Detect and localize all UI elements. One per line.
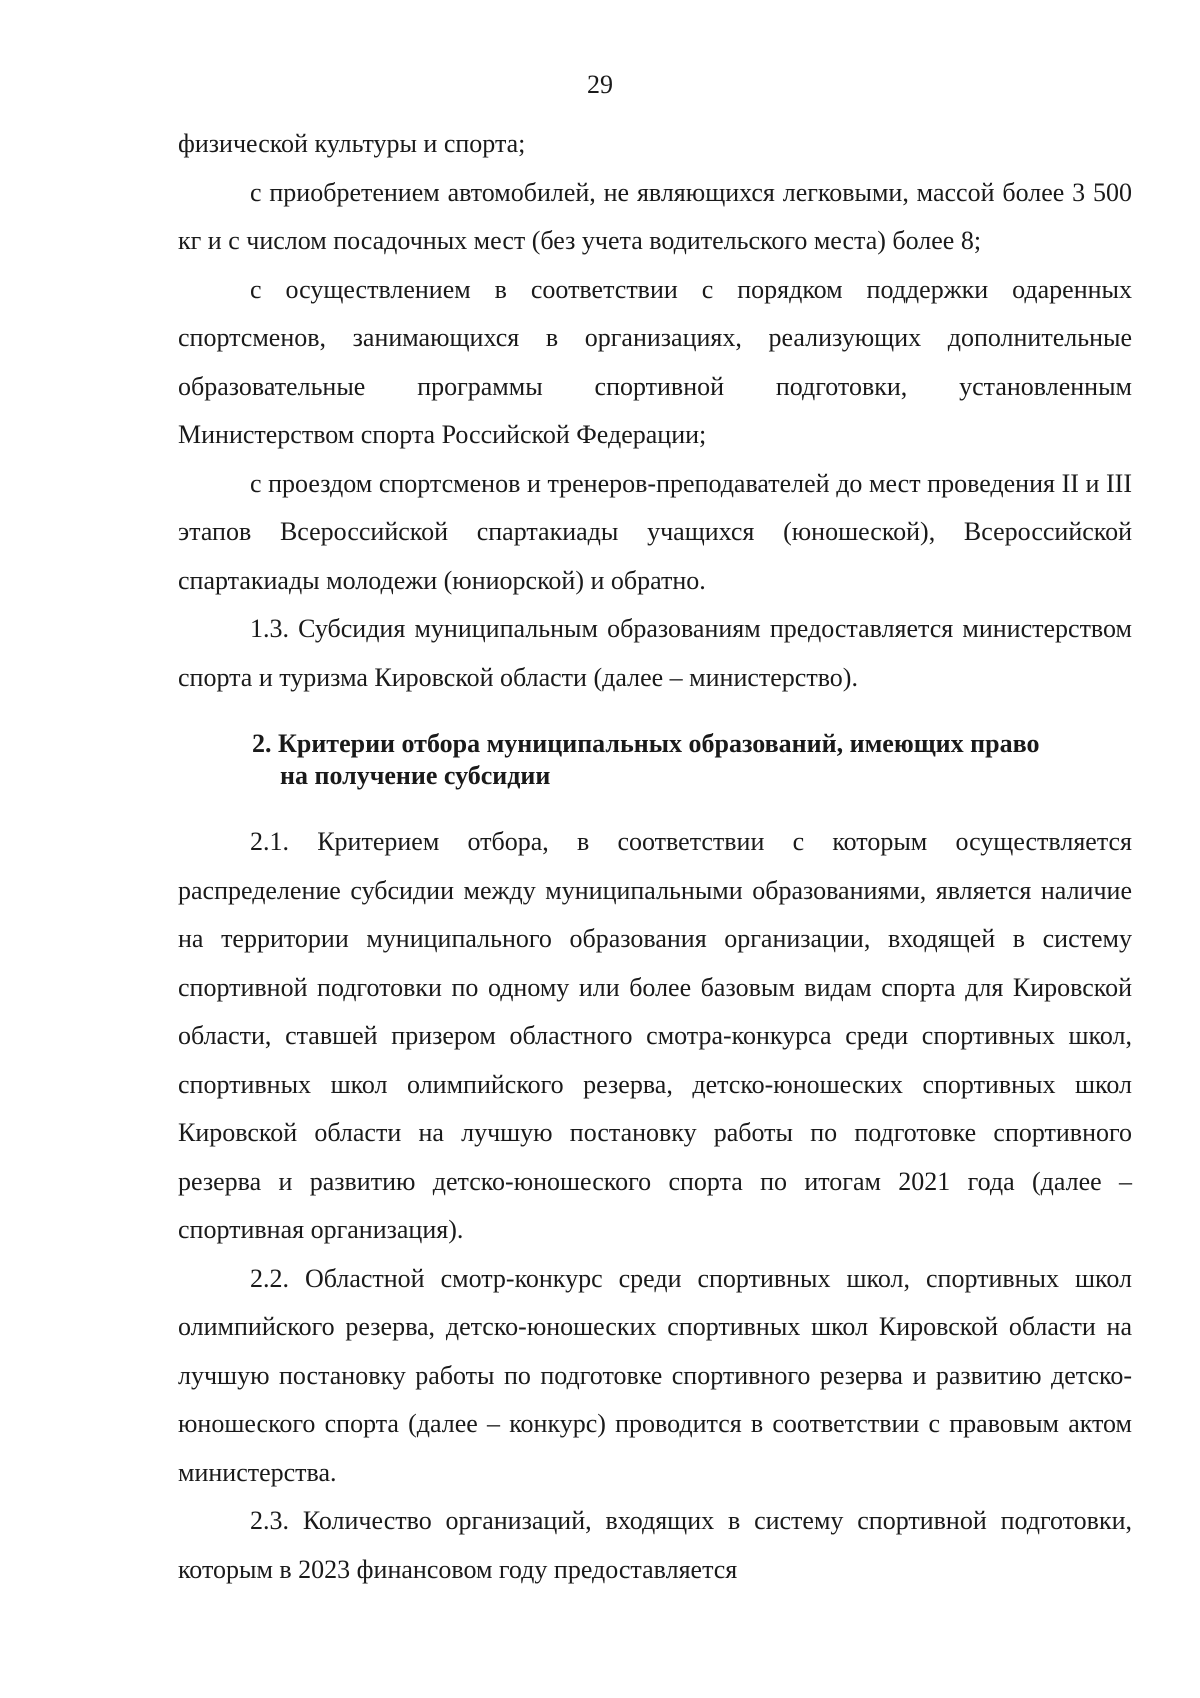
paragraph-2-1: 2.1. Критерием отбора, в соответствии с которым осуществляется распределение субсидии между муниципальными образованиями, является наличие на территории муниципального образования организации, входящей в систему спортивной подготовки по одному или более базовым видам спорта для Кировской области, ставшей призером областного смотра-конкурса среди спортивных школ, спортивных школ олимпийского резерва, детско-юношеских спортивных школ Кировской области на лучшую постановку работы по подготовке спортивного резерва и развитию детско-юношеского спорта по итогам 2021 года (далее – спортивная организация). [178,827,1132,1244]
section-heading-line1: 2. Критерии отбора муниципальных образований, имеющих право [252,729,1040,758]
page-number: 29 [587,70,613,99]
paragraph-continuation: физической культуры и спорта; [178,129,526,158]
paragraph-vehicles: с приобретением автомобилей, не являющихся легковыми, массой более 3 500 кг и с числом посадочных мест (без учета водительского места) более 8; [178,177,1132,255]
section-heading [178,728,1132,792]
paragraph-gifted-athletes: с осуществлением в соответствии с порядком поддержки одаренных спортсменов, занимающихся в организациях, реализующих дополнительные образовательные программы спортивной подготовки, установленным Министерством спорта Российской Федерации; [178,274,1132,449]
paragraph-2-2: 2.2. Областной смотр-конкурс среди спортивных школ, спортивных школ олимпийского резерва, детско-юношеских спортивных школ Кировской области на лучшую постановку работы по подготовке спортивного резерва и развитию детско-юношеского спорта (далее – конкурс) проводится в соответствии с правовым актом министерства. [178,1263,1132,1487]
paragraph-travel: с проездом спортсменов и тренеров-преподавателей до мест проведения II и III этапов Всероссийской спартакиады учащихся (юношеской), Всероссийской спартакиады молодежи (юниорской) и обратно. [178,468,1132,595]
document-body [178,120,1132,1594]
paragraph-1-3: 1.3. Субсидия муниципальным образованиям предоставляется министерством спорта и туризма Кировской области (далее – министерство). [178,614,1132,692]
paragraph-2-3: 2.3. Количество организаций, входящих в систему спортивной подготовки, которым в 2023 финансовом году предоставляется [178,1506,1132,1584]
section-heading-line2: на получение субсидии [280,761,551,790]
